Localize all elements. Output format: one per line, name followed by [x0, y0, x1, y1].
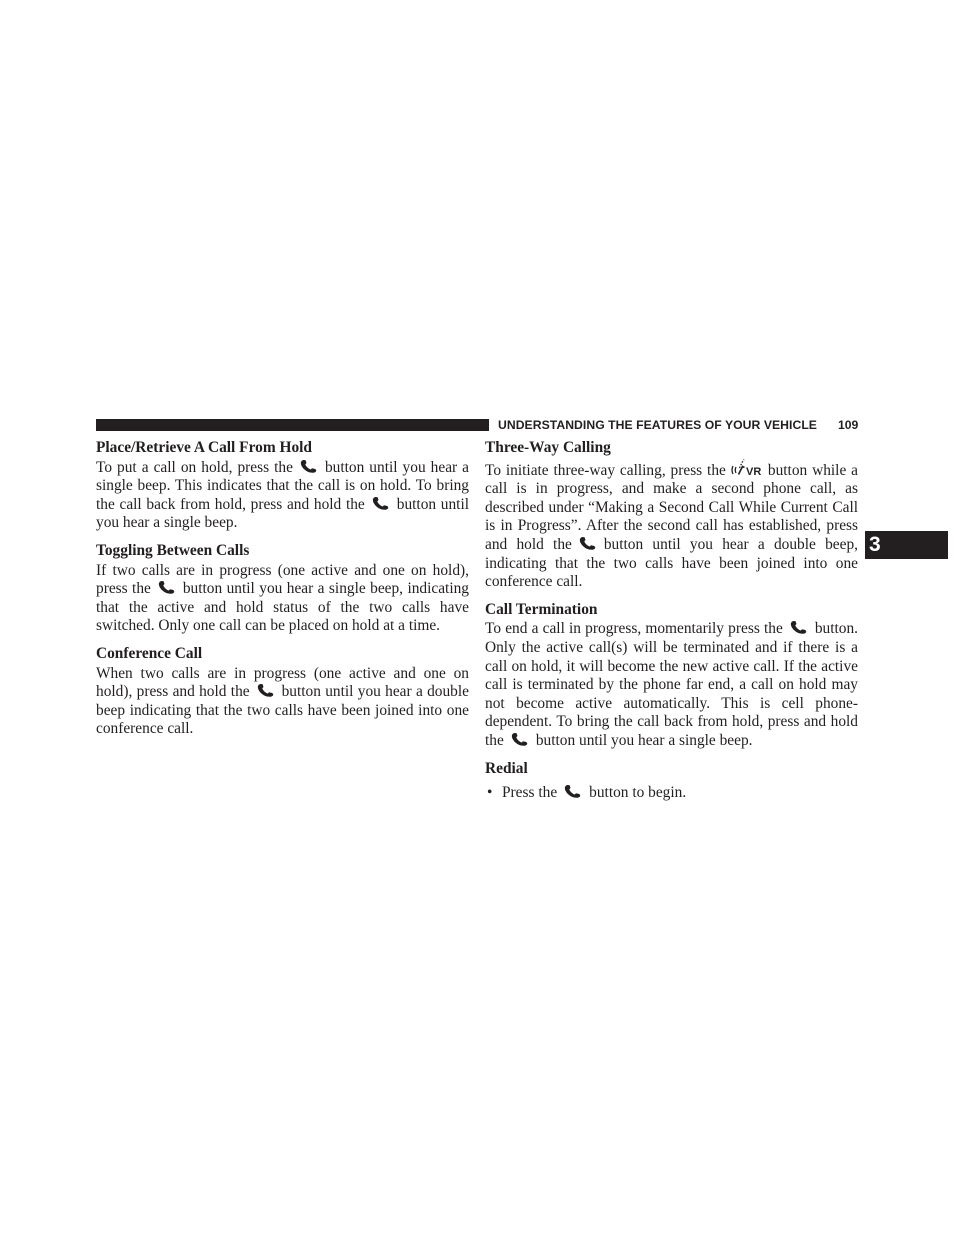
heading-toggle: Toggling Between Calls: [96, 541, 250, 559]
list-item: • Press the button to begin.: [487, 784, 687, 802]
phone-handset-icon: [157, 581, 177, 595]
voice-recognition-icon: [730, 459, 764, 477]
phone-handset-icon: [578, 537, 598, 551]
para-toggle: If two calls are in progress (one active and one on hold), press the button until you hear a single beep, indicating that the active and hold status of the two calls have switched. Only one call can be placed on hold at a time.: [96, 561, 469, 635]
phone-handset-icon: [510, 733, 530, 747]
para-conference: When two calls are in progress (one active and one on hold), press and hold the button until you hear a double beep indicating that the two calls have been joined into one conference call.: [96, 664, 469, 738]
heading-redial: Redial: [485, 759, 528, 777]
para-call-termination: To end a call in progress, momentarily press the button. Only the active call(s) will be terminated and if there is a call on hold, it will become the new active call. If the active call is terminated by the phone far end, a call on hold may not become active automatically. This is cell phone-dependent. To bring the call back from hold, press and hold the button until you hear a single beep.: [485, 620, 858, 749]
phone-handset-icon: [563, 785, 583, 799]
phone-handset-icon: [789, 621, 809, 635]
redial-list: [485, 784, 858, 803]
heading-hold: Place/Retrieve A Call From Hold: [96, 439, 312, 456]
para-three-way: To initiate three-way calling, press the VR button while a call is in progress, and make a second phone call, as described under “Making a Second Call While Current Call is in Progress”. After the second call has established, press and hold the button until you hear a double beep, indicating that the two calls have been joined into one conference call.: [485, 459, 858, 592]
chapter-tab: 3: [865, 531, 948, 559]
heading-three-way: Three-Way Calling: [485, 439, 611, 456]
left-column: [96, 439, 469, 748]
header-rule: [96, 419, 489, 431]
phone-handset-icon: [371, 497, 391, 511]
bullet: •: [487, 784, 493, 802]
heading-call-termination: Call Termination: [485, 600, 598, 618]
para-hold: To put a call on hold, press the button until you hear a single beep. This indicates that the call is on hold. To bring the call back from hold, press and hold the button until you hear a single beep.: [96, 458, 470, 532]
heading-conference: Conference Call: [96, 644, 203, 662]
page-number: 109: [838, 418, 859, 432]
right-column: [485, 439, 858, 803]
svg-text:VR: VR: [745, 465, 762, 477]
running-header: UNDERSTANDING THE FEATURES OF YOUR VEHICLE: [498, 418, 817, 432]
phone-handset-icon: [256, 684, 276, 698]
phone-handset-icon: [299, 460, 319, 474]
